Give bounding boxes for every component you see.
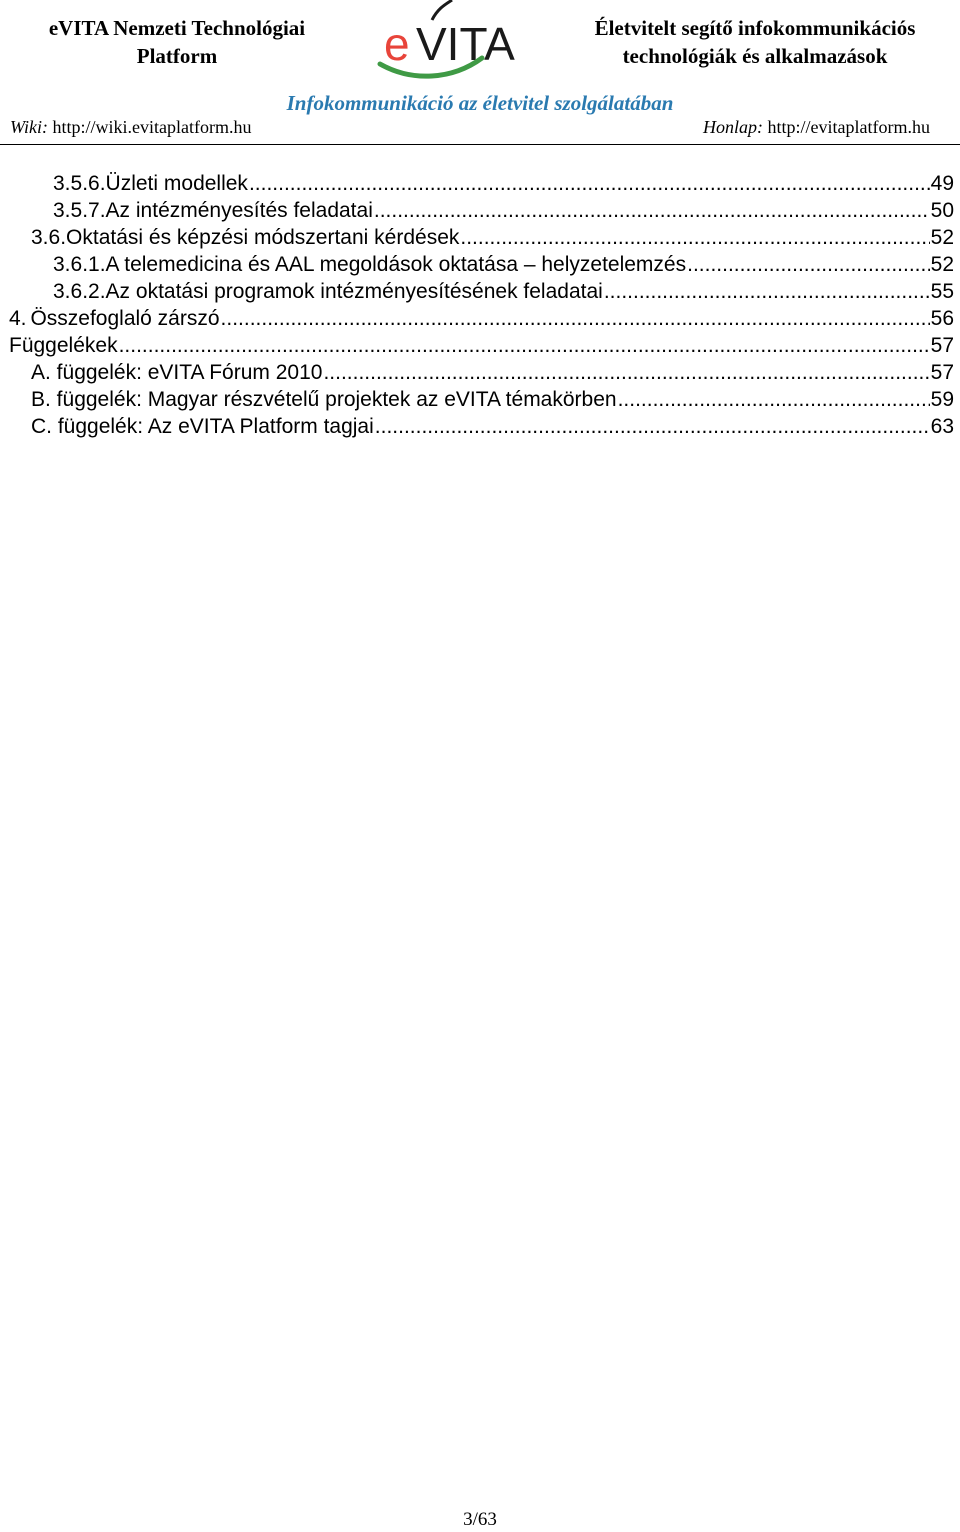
toc-entry-title[interactable]: B. függelék: Magyar részvételű projektek az eVITA témakörben (31, 388, 617, 411)
toc-entry[interactable] (0, 359, 960, 386)
page-number: 3/63 (463, 1509, 497, 1530)
toc-dot-leader (374, 197, 930, 224)
evita-logo (372, 0, 542, 82)
toc-entry[interactable] (0, 197, 960, 224)
toc-entry-page[interactable]: 50 (930, 199, 954, 222)
toc-dot-leader (221, 305, 930, 332)
toc-entry-number: 3.6. (31, 226, 67, 249)
toc-entry-page[interactable]: 63 (930, 415, 954, 438)
platform-subtitle-line1: Életvitelt segítő infokommunikációs (594, 16, 916, 40)
toc-entry[interactable] (0, 413, 960, 440)
toc-entry[interactable] (0, 224, 960, 251)
tagline: Infokommunikáció az életvitel szolgálatában (286, 91, 674, 115)
header-divider (0, 144, 960, 145)
toc-entry[interactable] (0, 386, 960, 413)
home-url[interactable]: http://evitaplatform.hu (767, 117, 930, 137)
toc-dot-leader (119, 332, 930, 359)
wiki-link[interactable] (10, 116, 251, 138)
toc-dot-leader (687, 251, 930, 278)
toc-entry-title[interactable]: Az intézményesítés feladatai (105, 199, 373, 222)
toc-entry-page[interactable]: 52 (930, 226, 954, 249)
toc-entry-page[interactable]: 55 (930, 280, 954, 303)
toc-entry-page[interactable]: 52 (930, 253, 954, 276)
toc-entry-page[interactable]: 57 (930, 361, 954, 384)
toc-entry-page[interactable]: 56 (930, 307, 954, 330)
toc-entry-number: 3.5.6. (53, 172, 106, 195)
page-header (0, 0, 960, 146)
toc-dot-leader (460, 224, 929, 251)
toc-dot-leader (618, 386, 930, 413)
wiki-label: Wiki: (10, 117, 48, 137)
toc-entry-title[interactable]: Az oktatási programok intézményesítésének feladatai (105, 280, 603, 303)
svg-text:VITA: VITA (416, 18, 515, 70)
toc-dot-leader (375, 413, 930, 440)
toc-entry-title[interactable]: Függelékek (9, 334, 118, 357)
toc-dot-leader (249, 170, 930, 197)
toc-entry-page[interactable]: 59 (930, 388, 954, 411)
toc-entry[interactable] (0, 305, 960, 332)
toc-entry-number: 3.6.1. (53, 253, 106, 276)
toc-entry[interactable] (0, 332, 960, 359)
home-label: Honlap: (703, 117, 764, 137)
platform-subtitle (555, 14, 955, 70)
toc-entry-number: 3.5.7. (53, 199, 106, 222)
table-of-contents (0, 170, 960, 440)
platform-subtitle-line2: technológiák és alkalmazások (622, 44, 888, 68)
toc-entry-page[interactable]: 57 (930, 334, 954, 357)
toc-entry-title[interactable]: Összefoglaló zárszó (30, 307, 220, 330)
toc-entry[interactable] (0, 170, 960, 197)
toc-entry-number: 4. (9, 307, 27, 330)
toc-entry-title[interactable]: Oktatási és képzési módszertani kérdések (66, 226, 460, 249)
platform-name-line2: Platform (136, 44, 218, 68)
toc-entry-number: 3.6.2. (53, 280, 106, 303)
toc-entry[interactable] (0, 251, 960, 278)
toc-entry-title[interactable]: Üzleti modellek (105, 172, 248, 195)
toc-entry-page[interactable]: 49 (930, 172, 954, 195)
toc-entry[interactable] (0, 278, 960, 305)
toc-entry-title[interactable]: A. függelék: eVITA Fórum 2010 (31, 361, 323, 384)
toc-entry-title[interactable]: A telemedicina és AAL megoldások oktatása – helyzetelemzés (105, 253, 687, 276)
wiki-url[interactable]: http://wiki.evitaplatform.hu (52, 117, 252, 137)
platform-name-line1: eVITA Nemzeti Technológiai (48, 16, 306, 40)
platform-name (12, 14, 342, 70)
svg-text:e: e (384, 18, 410, 70)
toc-dot-leader (604, 278, 930, 305)
toc-entry-title[interactable]: C. függelék: Az eVITA Platform tagjai (31, 415, 374, 438)
home-link[interactable] (703, 116, 930, 138)
toc-dot-leader (323, 359, 929, 386)
